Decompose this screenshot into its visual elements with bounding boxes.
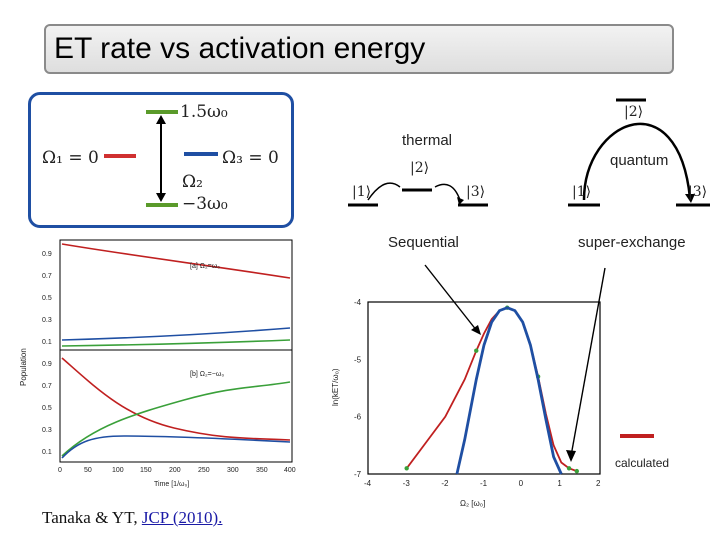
thermal-ket1: |1⟩	[352, 184, 372, 200]
ytick-bottom: 0.5	[42, 405, 52, 412]
xtick: 300	[227, 467, 239, 474]
xtick: 100	[112, 467, 124, 474]
level-left-label: Ω₁ = 0	[42, 148, 99, 168]
ytick-top: 0.3	[42, 317, 52, 324]
level-right-label: Ω₃ = 0	[222, 148, 279, 168]
citation-link[interactable]: JCP (2010).	[141, 508, 223, 527]
panel-b-label: [b] Ω₂=−ω₀	[190, 371, 225, 378]
rate-ytick: -7	[354, 470, 362, 479]
xtick: 400	[284, 467, 296, 474]
slide-title: ET rate vs activation energy	[54, 32, 426, 65]
super-exchange-caption: super-exchange	[578, 234, 686, 251]
ytick-bottom: 0.7	[42, 383, 52, 390]
xtick: 150	[140, 467, 152, 474]
xtick: 50	[84, 467, 92, 474]
rate-xtick: 2	[596, 479, 601, 488]
ytick-bottom: 0.1	[42, 449, 52, 456]
quantum-label: quantum	[610, 152, 669, 169]
citation-authors: Tanaka & YT,	[42, 508, 142, 527]
xtick: 350	[256, 467, 268, 474]
rate-xtick: -1	[480, 479, 488, 488]
ytick-top: 0.9	[42, 251, 52, 258]
ytick-bottom: 0.9	[42, 361, 52, 368]
rate-ytick: -4	[354, 298, 362, 307]
ytick-top: 0.1	[42, 339, 52, 346]
xtick: 0	[58, 467, 62, 474]
rate-xlabel: Ω₂ [ω₀]	[460, 499, 486, 508]
rate-ytick: -6	[354, 412, 362, 422]
rate-xtick: -3	[402, 479, 410, 488]
sequential-arrow	[425, 265, 477, 331]
sequential-caption: Sequential	[388, 234, 459, 251]
xtick: 250	[198, 467, 210, 474]
rate-xtick: -4	[364, 479, 372, 488]
super-exchange-arrow	[571, 268, 605, 456]
quantum-ket3: |3⟩	[688, 184, 708, 200]
pop-ylabel: Population	[19, 348, 28, 386]
thermal-ket2: |2⟩	[410, 160, 430, 176]
level-bottom-label: −3ω₀	[182, 194, 228, 214]
rate-xtick: 1	[557, 479, 562, 488]
citation	[42, 508, 222, 528]
quantum-ket1: |1⟩	[572, 184, 592, 200]
rate-xtick: 0	[518, 479, 524, 488]
thermal-label: thermal	[402, 132, 453, 149]
panel-a-label: [a] Ω₂=ω₀	[190, 263, 221, 270]
ytick-bottom: 0.3	[42, 427, 52, 434]
rate-ylabel: ln(kET/ω₀)	[331, 368, 340, 406]
level-mid-label: Ω₂	[182, 172, 203, 192]
quantum-ket2: |2⟩	[624, 104, 644, 120]
xtick: 200	[169, 467, 181, 474]
ytick-top: 0.7	[42, 273, 52, 280]
thermal-ket3: |3⟩	[466, 184, 486, 200]
ytick-top: 0.5	[42, 295, 52, 302]
rate-ytick: -5	[354, 355, 362, 365]
rate-xtick: -2	[441, 479, 449, 488]
level-top-label: 1.5ω₀	[180, 102, 228, 122]
pop-xlabel: Time [1/ω₀]	[154, 481, 190, 488]
legend-calculated: calculated	[615, 456, 670, 470]
